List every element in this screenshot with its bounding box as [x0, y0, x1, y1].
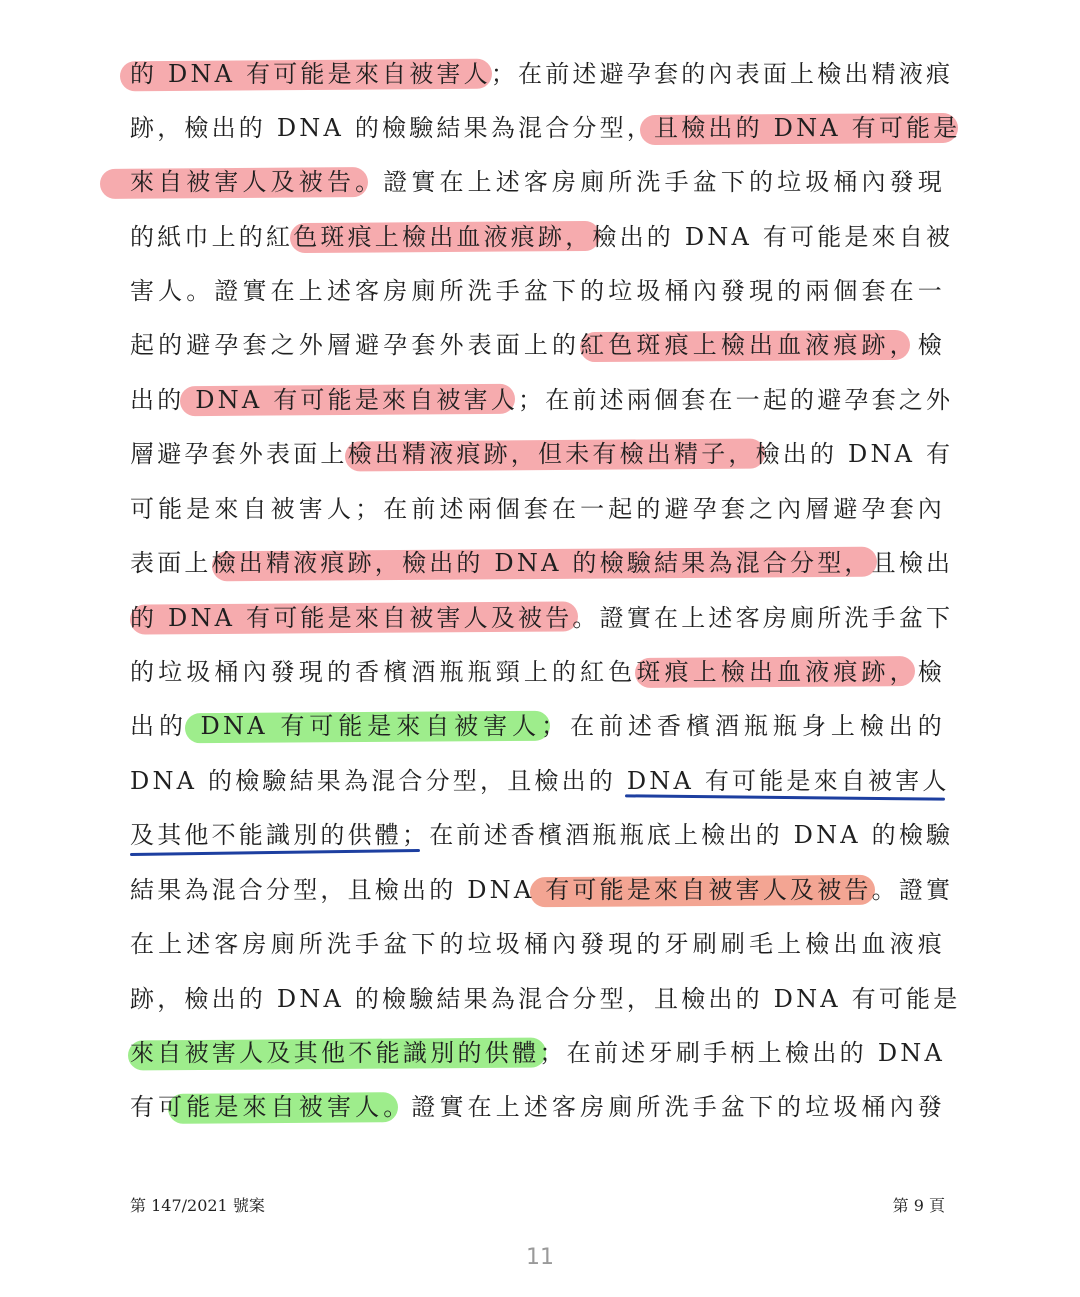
body-line: DNA 的檢驗結果為混合分型，且檢出的 DNA 有可能是來自被害人 [130, 767, 950, 795]
body-line: 的 DNA 有可能是來自被害人；在前述避孕套的內表面上檢出精液痕 [130, 60, 954, 88]
body-line: 表面上檢出精液痕跡，檢出的 DNA 的檢驗結果為混合分型，且檢出 [130, 549, 954, 577]
body-line: 出的 DNA 有可能是來自被害人；在前述香檳酒瓶瓶身上檢出的 [130, 712, 945, 740]
body-line: 跡，檢出的 DNA 的檢驗結果為混合分型，且檢出的 DNA 有可能是 [130, 114, 961, 142]
body-line: 起的避孕套之外層避孕套外表面上的紅色斑痕上檢出血液痕跡，檢 [130, 331, 945, 359]
body-line: 出的 DNA 有可能是來自被害人；在前述兩個套在一起的避孕套之外 [130, 386, 954, 414]
body-line: 及其他不能識別的供體；在前述香檳酒瓶瓶底上檢出的 DNA 的檢驗 [130, 821, 954, 849]
viewer-page-number: 11 [526, 1245, 554, 1270]
body-line: 在上述客房廁所洗手盆下的垃圾桶內發現的牙刷刷毛上檢出血液痕 [130, 930, 945, 958]
body-line: 來自被害人及被告。證實在上述客房廁所洗手盆下的垃圾桶內發現 [130, 168, 945, 196]
body-line: 結果為混合分型，且檢出的 DNA 有可能是來自被害人及被告。證實 [130, 876, 954, 904]
body-line: 的垃圾桶內發現的香檳酒瓶瓶頸上的紅色斑痕上檢出血液痕跡，檢 [130, 658, 945, 686]
body-line: 可能是來自被害人；在前述兩個套在一起的避孕套之內層避孕套內 [130, 495, 945, 523]
body-line: 的 DNA 有可能是來自被害人及被告。證實在上述客房廁所洗手盆下 [130, 604, 954, 632]
body-line: 來自被害人及其他不能識別的供體；在前述牙刷手柄上檢出的 DNA [130, 1039, 945, 1067]
body-line: 層避孕套外表面上檢出精液痕跡，但未有檢出精子，檢出的 DNA 有 [130, 440, 954, 468]
body-line: 的紙巾上的紅色斑痕上檢出血液痕跡，檢出的 DNA 有可能是來自被 [130, 223, 954, 251]
body-line: 害人。證實在上述客房廁所洗手盆下的垃圾桶內發現的兩個套在一 [130, 277, 945, 305]
page-footer: 第 9 頁 [892, 1196, 945, 1215]
case-number-footer: 第 147/2021 號案 [130, 1196, 265, 1215]
body-line: 有可能是來自被害人。證實在上述客房廁所洗手盆下的垃圾桶內發 [130, 1093, 945, 1121]
body-line: 跡，檢出的 DNA 的檢驗結果為混合分型，且檢出的 DNA 有可能是 [130, 985, 961, 1013]
